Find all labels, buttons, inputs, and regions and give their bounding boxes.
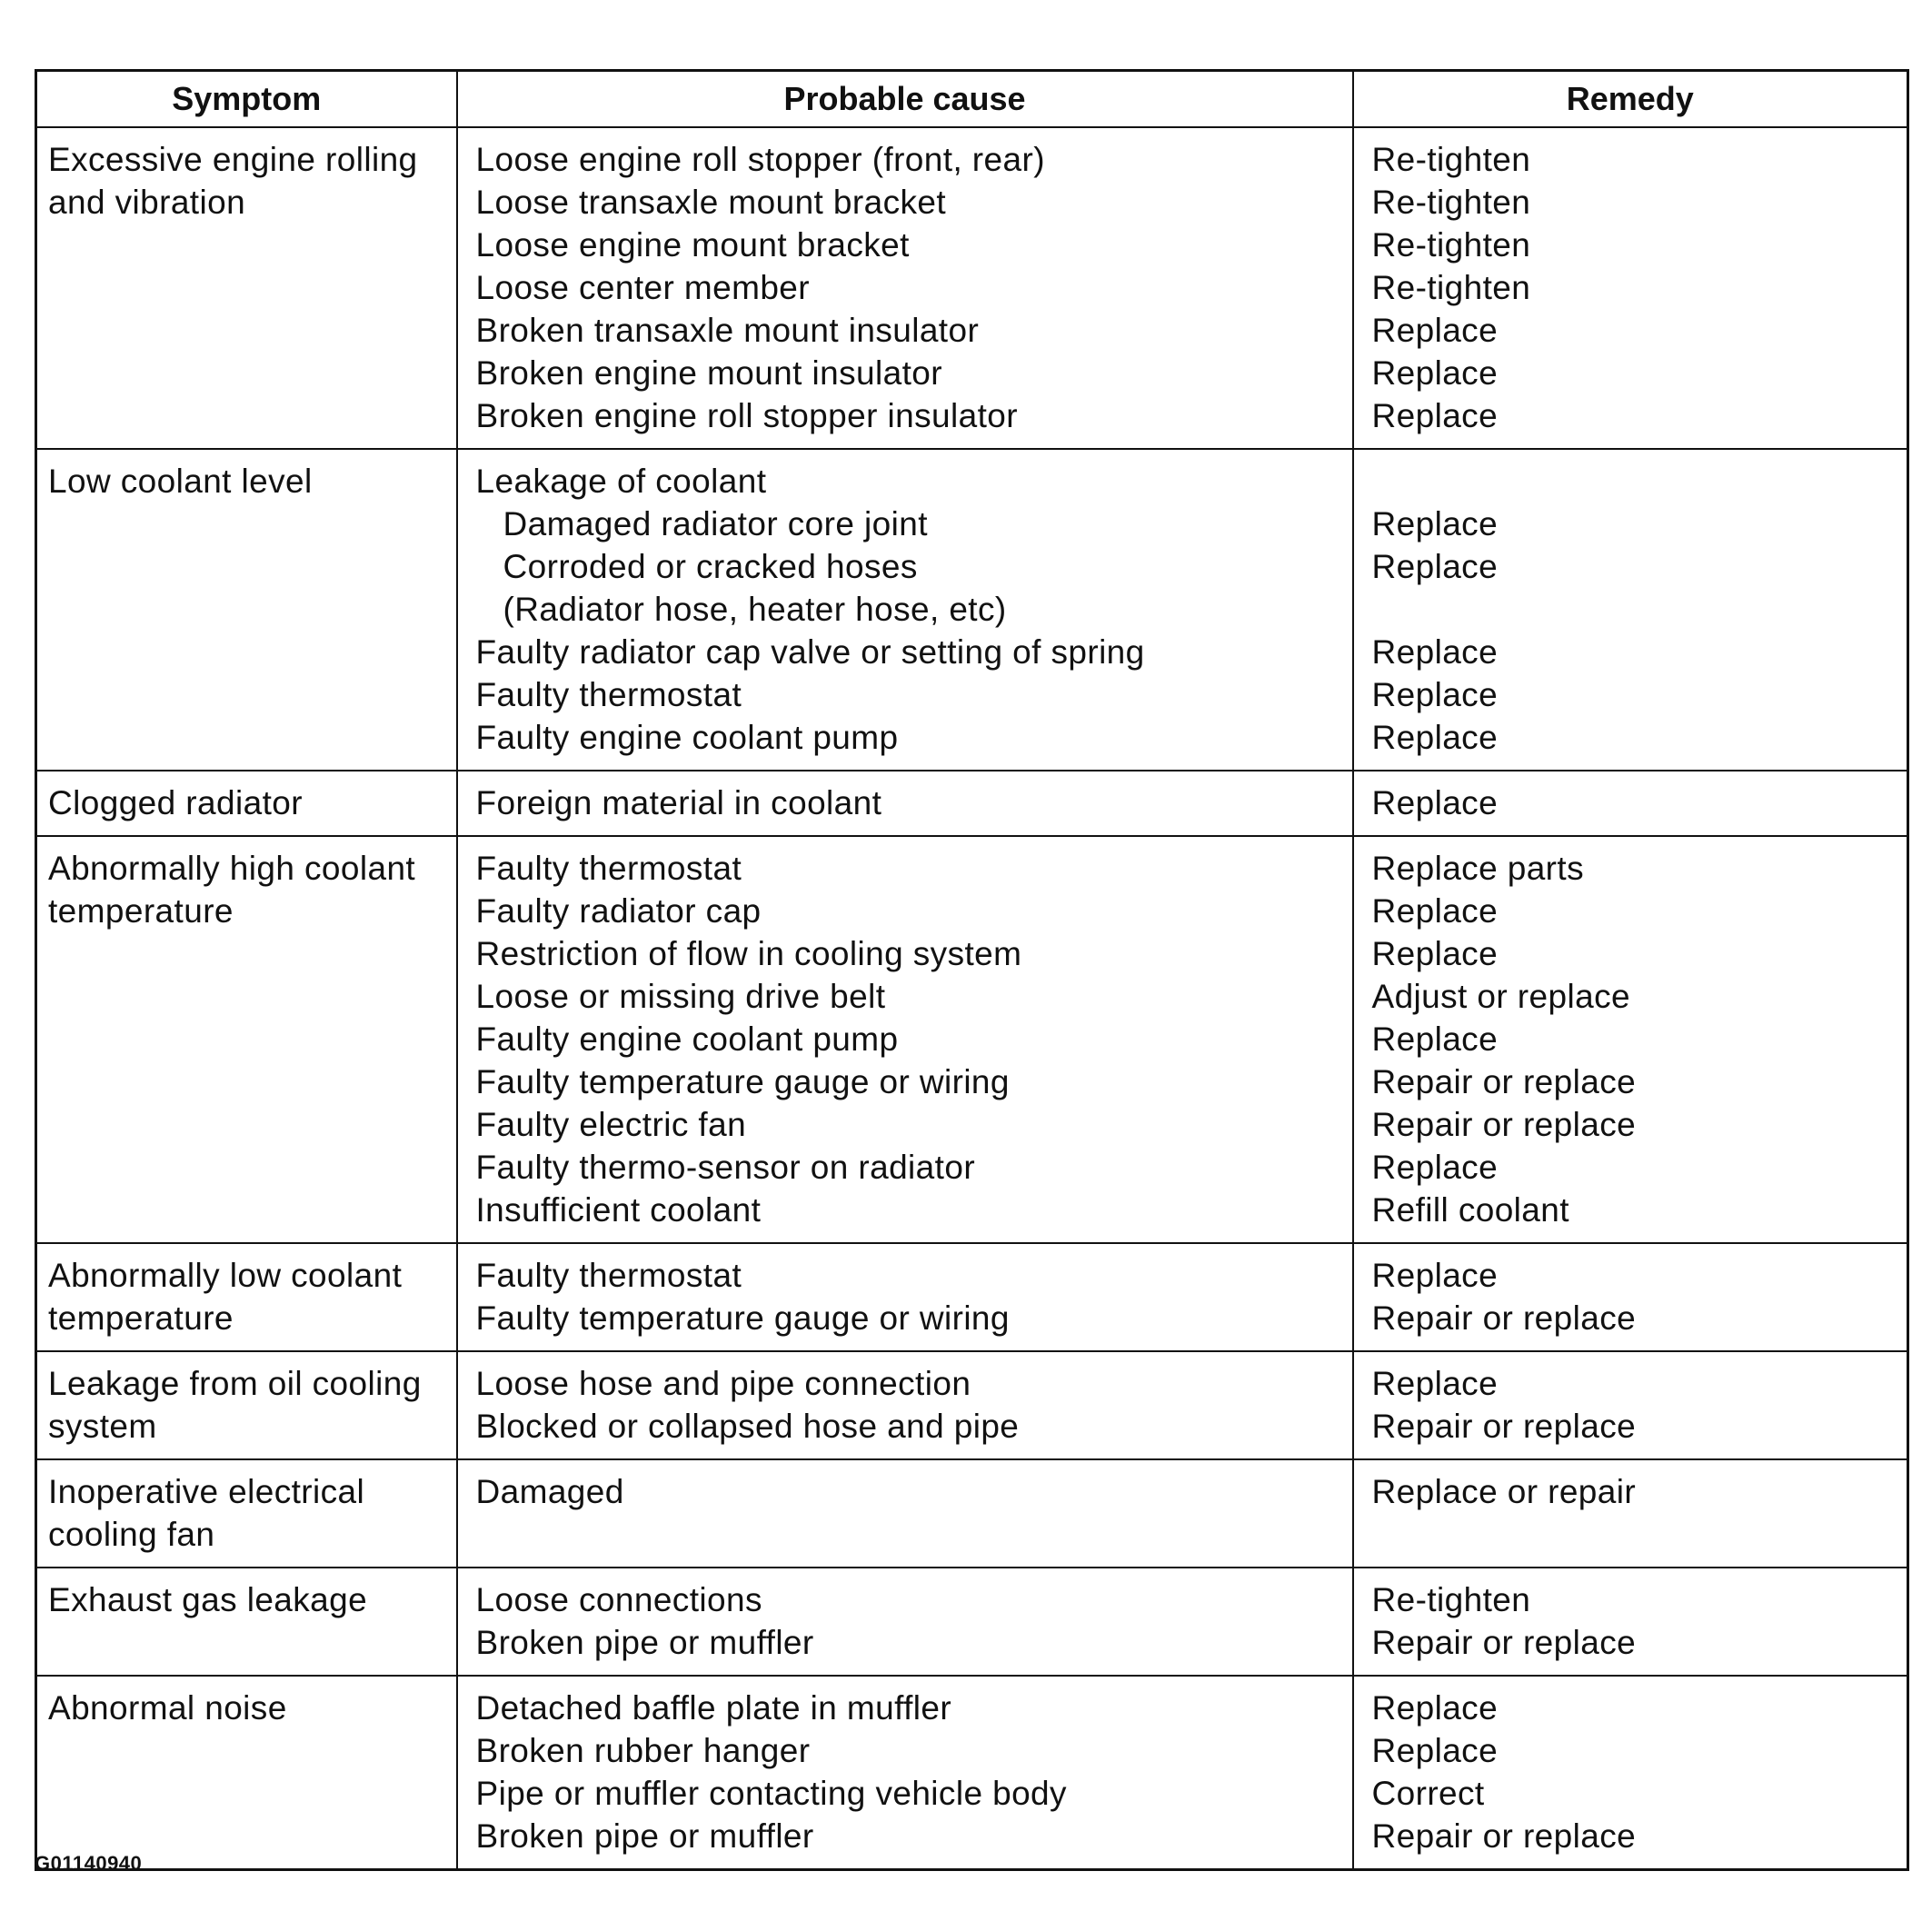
symptom-text: Abnormal noise [48,1689,287,1727]
probable-cause-line: Faulty thermostat [475,850,742,887]
probable-cause-line: Insufficient coolant [475,1191,762,1229]
figure-code: G01140940 [35,1852,143,1875]
probable-cause-cell [457,1676,1353,1870]
remedy-cell [1353,1459,1908,1568]
remedy-line: Replace [1371,397,1499,434]
symptom-cell [36,771,457,836]
remedy-line: Replace [1371,1020,1499,1058]
symptom-cell [36,127,457,449]
probable-cause-line: Faulty thermostat [475,676,742,713]
remedy-line: Replace [1371,1689,1499,1727]
remedy-line: Replace parts [1371,850,1584,887]
remedy-line: Replace [1371,312,1499,349]
probable-cause-line: Loose engine roll stopper (front, rear) [475,141,1045,178]
probable-cause-line: Faulty radiator cap [475,892,762,930]
remedy-line: Replace [1371,1149,1499,1186]
symptom-text: Abnormally low coolant temperature [48,1257,403,1337]
probable-cause-line: Faulty thermostat [475,1257,742,1294]
probable-cause-line: Broken rubber hanger [475,1732,811,1769]
probable-cause-line: Loose connections [475,1581,762,1618]
remedy-cell [1353,1568,1908,1676]
probable-cause-line: Loose transaxle mount bracket [475,184,947,221]
probable-cause-line: Damaged radiator core joint [503,505,928,542]
remedy-line: Repair or replace [1371,1817,1637,1855]
probable-cause-line: Broken pipe or muffler [475,1817,814,1855]
symptom-text: Low coolant level [48,463,313,500]
header-probable-cause: Probable cause [457,71,1353,128]
table-body [36,127,1908,1870]
probable-cause-line: (Radiator hose, heater hose, etc) [503,591,1007,628]
remedy-cell [1353,771,1908,836]
remedy-cell [1353,836,1908,1243]
probable-cause-line: Loose or missing drive belt [475,978,886,1015]
header-symptom: Symptom [36,71,457,128]
symptom-text: Leakage from oil cooling system [48,1365,422,1445]
remedy-line: Re-tighten [1371,269,1531,306]
troubleshooting-table [35,69,1909,1871]
probable-cause-line: Faulty thermo-sensor on radiator [475,1149,976,1186]
probable-cause-cell [457,1243,1353,1351]
remedy-line: Correct [1371,1775,1485,1812]
remedy-line: Replace [1371,892,1499,930]
probable-cause-cell [457,449,1353,771]
remedy-line: Replace [1371,548,1499,585]
symptom-text: Inoperative electrical cooling fan [48,1473,365,1553]
probable-cause-line: Broken transaxle mount insulator [475,312,980,349]
table-row [36,1568,1908,1676]
probable-cause-line: Broken engine mount insulator [475,354,942,392]
probable-cause-cell [457,836,1353,1243]
remedy-line: Replace or repair [1371,1473,1637,1510]
table-row [36,771,1908,836]
remedy-line: Adjust or replace [1371,978,1630,1015]
table-row [36,1676,1908,1870]
symptom-cell [36,1243,457,1351]
probable-cause-cell [457,771,1353,836]
probable-cause-line: Broken engine roll stopper insulator [475,397,1018,434]
remedy-line: Refill coolant [1371,1191,1569,1229]
probable-cause-line: Damaged [475,1473,624,1510]
remedy-line [1372,460,1895,503]
remedy-cell [1353,127,1908,449]
remedy-line: Replace [1371,354,1499,392]
probable-cause-cell [457,1351,1353,1459]
table-row [36,127,1908,449]
probable-cause-line: Faulty electric fan [475,1106,747,1143]
remedy-line: Repair or replace [1371,1106,1637,1143]
table-row [36,1351,1908,1459]
probable-cause-line: Faulty engine coolant pump [475,1020,899,1058]
remedy-line: Re-tighten [1371,141,1531,178]
probable-cause-line: Foreign material in coolant [475,784,882,821]
symptom-cell [36,1351,457,1459]
table-row [36,836,1908,1243]
probable-cause-cell [457,1459,1353,1568]
probable-cause-line: Loose engine mount bracket [475,226,910,264]
table-header-row [36,71,1908,128]
remedy-line [1372,588,1895,631]
remedy-line: Re-tighten [1371,184,1531,221]
remedy-line: Repair or replace [1371,1063,1637,1100]
remedy-line: Replace [1371,505,1499,542]
table-row [36,449,1908,771]
probable-cause-cell [457,127,1353,449]
probable-cause-line: Leakage of coolant [475,463,767,500]
remedy-line: Repair or replace [1371,1299,1637,1337]
remedy-line: Replace [1371,719,1499,756]
symptom-text: Abnormally high coolant temperature [48,850,416,930]
remedy-line: Replace [1371,1732,1499,1769]
remedy-cell [1353,1351,1908,1459]
remedy-line [1372,1513,1895,1556]
remedy-cell [1353,449,1908,771]
table-row [36,1459,1908,1568]
symptom-cell [36,1459,457,1568]
probable-cause-line: Pipe or muffler contacting vehicle body [475,1775,1067,1812]
probable-cause-line: Faulty temperature gauge or wiring [475,1063,1010,1100]
symptom-cell [36,1676,457,1870]
probable-cause-line [476,1513,1339,1556]
remedy-line: Replace [1371,784,1499,821]
symptom-cell [36,1568,457,1676]
probable-cause-line: Loose center member [475,269,811,306]
symptom-cell [36,836,457,1243]
remedy-line: Repair or replace [1371,1408,1637,1445]
remedy-line: Re-tighten [1371,1581,1531,1618]
probable-cause-line: Faulty engine coolant pump [475,719,899,756]
probable-cause-line: Faulty temperature gauge or wiring [475,1299,1010,1337]
header-remedy: Remedy [1353,71,1908,128]
remedy-line: Replace [1371,935,1499,972]
remedy-cell [1353,1676,1908,1870]
symptom-text: Clogged radiator [48,784,303,821]
table-row [36,1243,1908,1351]
probable-cause-line: Detached baffle plate in muffler [475,1689,952,1727]
symptom-cell [36,449,457,771]
probable-cause-cell [457,1568,1353,1676]
remedy-line: Replace [1371,1365,1499,1402]
probable-cause-line: Loose hose and pipe connection [475,1365,971,1402]
symptom-text: Exhaust gas leakage [48,1581,368,1618]
remedy-cell [1353,1243,1908,1351]
remedy-line: Replace [1371,1257,1499,1294]
remedy-line: Replace [1371,633,1499,671]
probable-cause-line: Restriction of flow in cooling system [475,935,1022,972]
symptom-text: Excessive engine rolling and vibration [48,141,418,221]
probable-cause-line: Faulty radiator cap valve or setting of spring [475,633,1145,671]
probable-cause-line: Broken pipe or muffler [475,1624,814,1661]
remedy-line: Repair or replace [1371,1624,1637,1661]
probable-cause-line: Corroded or cracked hoses [503,548,918,585]
probable-cause-line: Blocked or collapsed hose and pipe [475,1408,1020,1445]
remedy-line: Replace [1371,676,1499,713]
remedy-line: Re-tighten [1371,226,1531,264]
